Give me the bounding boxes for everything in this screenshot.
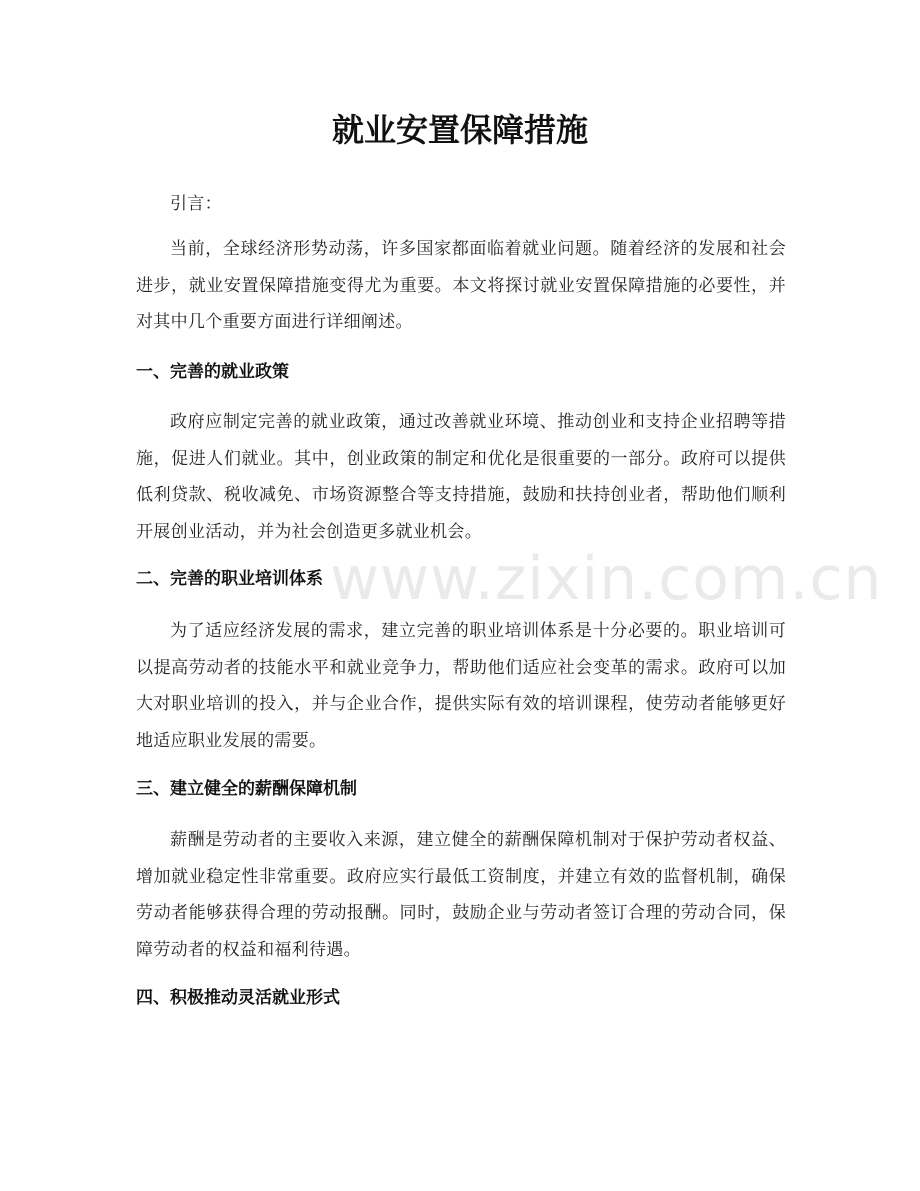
section-body-1: 政府应制定完善的就业政策，通过改善就业环境、推动创业和支持企业招聘等措施，促进人们就业。其中，创业政策的制定和优化是很重要的一部分。政府可以提供低利贷款、税收减免、市场资源整合等支持措施，鼓励和扶持创业者，帮助他们顺利开展创业活动，并为社会创造更多就业机会。 [136,412,786,542]
section-heading-4: 四、积极推动灵活就业形式 [136,988,340,1008]
watermark: www.zixin.com.cn [330,544,883,614]
section-body-3: 薪酬是劳动者的主要收入来源，建立健全的薪酬保障机制对于保护劳动者权益、增加就业稳定性非常重要。政府应实行最低工资制度，并建立有效的监督机制，确保劳动者能够获得合理的劳动报酬。同时，鼓励企业与劳动者签订合理的劳动合同，保障劳动者的权益和福利待遇。 [136,830,786,960]
intro-paragraph: 当前，全球经济形势动荡，许多国家都面临着就业问题。随着经济的发展和社会进步，就业安置保障措施变得尤为重要。本文将探讨就业安置保障措施的必要性，并对其中几个重要方面进行详细阐述。 [136,239,786,332]
section-body-2: 为了适应经济发展的需求，建立完善的职业培训体系是十分必要的。职业培训可以提高劳动者的技能水平和就业竞争力，帮助他们适应社会变革的需求。政府可以加大对职业培训的投入，并与企业合作，提供实际有效的培训课程，使劳动者能够更好地适应职业发展的需要。 [136,621,786,751]
section-heading-2: 二、完善的职业培训体系 [136,569,323,589]
document-title: 就业安置保障措施 [331,111,588,149]
section-heading-1: 一、完善的就业政策 [136,362,289,382]
intro-label: 引言： [170,194,222,214]
section-heading-3: 三、建立健全的薪酬保障机制 [136,779,357,799]
